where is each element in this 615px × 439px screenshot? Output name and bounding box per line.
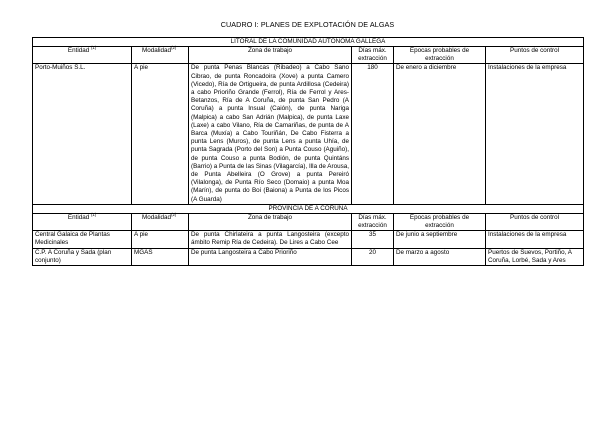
cell-dias: 20: [352, 248, 394, 265]
cell-entidad: Central Galaica de Plantas Medicinales: [33, 231, 132, 248]
cell-entidad: Porto-Muiños S.L.: [33, 64, 132, 204]
cell-epocas: De junio a septiembre: [394, 231, 486, 248]
cell-puntos: Instalaciones de la empresa: [486, 231, 584, 248]
header-entidad: Entidad $^{(1)}$: [33, 47, 132, 64]
page-title: CUADRO I: PLANES DE EXPLOTACIÓN DE ALGAS: [220, 20, 395, 29]
section-title: PROVINCIA DE A CORUÑA: [33, 204, 584, 213]
cell-dias: 180: [352, 64, 394, 204]
cell-zona: De punta Chirlateira a punta Langosteira (excepto ámbito Remip Ría de Cedeira). De Lires a Cabo Cee: [189, 231, 352, 248]
header-epocas: Epocas probables de extracción: [394, 47, 486, 64]
header-modalidad: Modalidad$^{(2)}$: [132, 213, 189, 230]
header-row: [33, 47, 584, 64]
header-dias: Días máx. extracción: [352, 213, 394, 230]
table-row: [33, 64, 584, 204]
cell-zona: De punta Penas Blancas (Ribadeo) a Cabo Sano Cibrao, de punta Roncadoira (Xove) a punta Camero (Vicedo), Ría de Ortigueira, de punta Ardillosa (Cedeira) a cabo Prioriño Grande (Ferrol), Ría de Ferrol y Ares-Betanzos, Ría de A Coruña, de punta San Pedro (A Coruña) a punta Insual (Caión), de punta Nariga (Malpica) a cabo San Adrián (Malpica), de punta Laxe (Laxe) a cabo Vilano, Ría de Camariñas, de punta de A Barca (Muxía) a Cabo Touriñán, De Cabo Fisterra a punta Lens (Muros), de punta Lens a punta Uhía, de punta Sagrada (Porto del Son) a Punta Couso (Aguiño), de punta Couso a punta Bodión, de punta Quintáns (Barrio) a Punta de las Sinas (Vilagarcía), Illa de Arousa, de Punta Abelleira (O Grove) a punta Pereiró (Vilalonga), de Punta Río Seco (Domaio) a punta Moa (Marín), de punta do Boi (Baiona) a Punta de los Picos (A Guarda): [189, 64, 352, 204]
cell-entidad: C.P. A Coruña y Sada (plan conjunto): [33, 248, 132, 265]
cell-epocas: De enero a diciembre: [394, 64, 486, 204]
cell-puntos: Instalaciones de la empresa: [486, 64, 584, 204]
cell-epocas: De marzo a agosto: [394, 248, 486, 265]
header-zona: Zona de trabajo: [189, 47, 352, 64]
algae-plans-table: [32, 37, 584, 266]
section-title-row: [33, 204, 584, 213]
table-row: [33, 231, 584, 248]
header-dias: Días máx. extracción: [352, 47, 394, 64]
header-entidad: Entidad $^{(1)}$: [33, 213, 132, 230]
cell-modalidad: MGAS: [132, 248, 189, 265]
header-row: [33, 213, 584, 230]
header-zona: Zona de trabajo: [189, 213, 352, 230]
header-puntos: Puntos de control: [486, 213, 584, 230]
cell-dias: 35: [352, 231, 394, 248]
section-title-row: [33, 38, 584, 47]
header-modalidad: Modalidad$^{(2)}$: [132, 47, 189, 64]
cell-modalidad: A pie: [132, 231, 189, 248]
cell-modalidad: A pie: [132, 64, 189, 204]
cell-puntos: Puertos de Suevos, Portiño, A Coruña, Lorbé, Sada y Ares: [486, 248, 584, 265]
cell-zona: De punta Langosteira a Cabo Prioriño: [189, 248, 352, 265]
section-title: LITORAL DE LA COMUNIDAD AUTÓNOMA GALLEGA: [33, 38, 584, 47]
table-row: [33, 248, 584, 265]
header-puntos: Puntos de control: [486, 47, 584, 64]
header-epocas: Epocas probables de extracción: [394, 213, 486, 230]
